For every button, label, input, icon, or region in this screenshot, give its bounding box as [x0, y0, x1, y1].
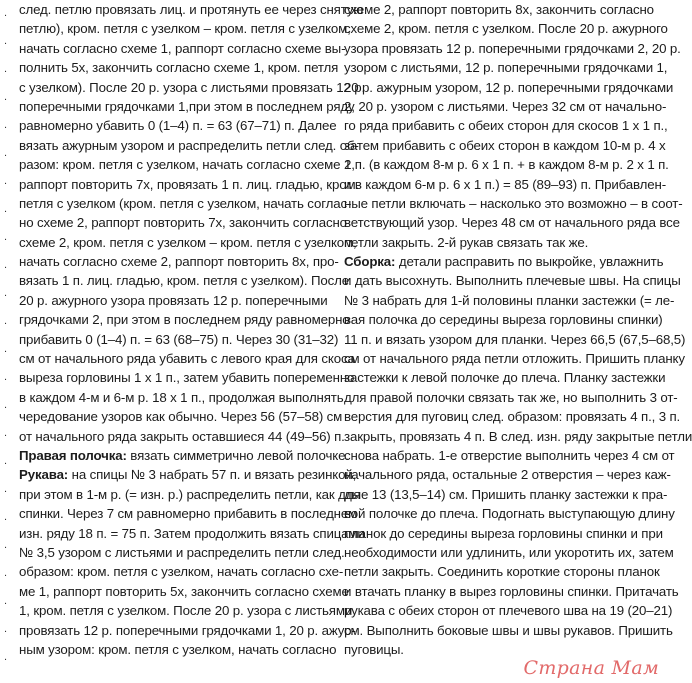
- line-text: верстия для пуговиц след. образом: провязать 4 п., 3 п.: [344, 409, 681, 425]
- text-line: [344, 39, 681, 58]
- text-line: [19, 485, 361, 504]
- text-line: [344, 562, 660, 581]
- text-line: [344, 368, 666, 387]
- text-line: [19, 233, 357, 252]
- text-line: [19, 291, 329, 310]
- text-line: [344, 330, 686, 349]
- line-text: петли закрыть. Соединить короткие стороны планок: [344, 564, 660, 580]
- text-line: [344, 252, 664, 271]
- line-text: 20 р. ажурного узора провязать 12 р. поперечными: [19, 292, 328, 308]
- line-text: прибавить 0 (1–4) п. = 63 (68–75) п. Через 30 (31–32): [19, 331, 339, 347]
- text-line: [19, 155, 355, 174]
- line-text: вой полочке до плеча. Подогнать выступающую длину: [344, 506, 675, 522]
- text-line: [19, 116, 337, 135]
- line-text: 2, 20 р. узором с листьями. Через 32 см от начально-: [344, 98, 667, 114]
- margin-mark: .: [4, 483, 8, 495]
- line-text: для правой полочки связать так же, но выполнить 3 от-: [344, 389, 678, 405]
- margin-mark: .: [4, 511, 8, 523]
- line-text: петлю), кром. петля с узелком – кром. петля с узелком,: [19, 21, 351, 37]
- margin-mark: .: [4, 595, 8, 607]
- text-line: [19, 97, 355, 116]
- text-line: [344, 407, 681, 426]
- text-line: [344, 0, 660, 19]
- line-text: от начального ряда закрыть оставшиеся 44 (49–56) п.: [19, 428, 345, 444]
- line-text: 20 р. ажурным узором, 12 р. поперечными грядочками: [344, 79, 674, 95]
- line-text: вязать ажурным узором и распределить петли след. об-: [19, 137, 359, 153]
- margin-mark: .: [4, 119, 8, 131]
- text-line: [19, 543, 345, 562]
- text-line: [344, 194, 683, 213]
- line-text: узором с листьями, 12 р. поперечными грядочками 1,: [344, 60, 668, 76]
- line-text: грядочками 2, при этом в последнем ряду равномерно: [19, 312, 350, 328]
- margin-mark: .: [4, 7, 8, 19]
- line-text: петля с узелком (кром. петля с узелком, начать соглас-: [19, 195, 352, 211]
- line-text: в каждом 4-м и 6-м р. 18 х 1 п., продолжая выполнять: [19, 389, 344, 405]
- text-line: [19, 271, 350, 290]
- text-column-right: [344, 0, 692, 659]
- line-text: детали расправить по выкройке, увлажнить: [395, 254, 664, 270]
- text-line: [344, 388, 678, 407]
- line-text: № 3 набрать для 1-й половины планки застежки (= ле-: [344, 292, 675, 308]
- line-text: след. петлю провязать лиц. и протянуть ее через снятую: [19, 2, 364, 17]
- line-text: см. Выполнить боковые швы и швы рукавов. Пришить: [344, 622, 673, 638]
- line-text: рукава с обеих сторон от плечевого шва на 19 (20–21): [344, 603, 673, 619]
- text-line: [19, 136, 359, 155]
- text-line: [344, 175, 666, 194]
- line-text: см от начального ряда убавить с левого края для скоса: [19, 351, 355, 367]
- line-text: образом: кром. петля с узелком, начать согласно схе-: [19, 564, 344, 580]
- line-text: см от начального ряда петли отложить. Пришить планку: [344, 351, 685, 367]
- text-line: [344, 78, 674, 97]
- text-line: [344, 504, 675, 523]
- text-line: [19, 175, 359, 194]
- line-text: разом: кром. петля с узелком, начать согласно схеме 2,: [19, 157, 355, 173]
- line-text: 11 п. и вязать узором для планки. Через 66,5 (67,5–68,5): [344, 331, 686, 347]
- text-line: [19, 640, 337, 659]
- text-line: [344, 271, 681, 290]
- margin-marks: [4, 0, 14, 683]
- text-line: [19, 465, 357, 484]
- text-line: [19, 58, 339, 77]
- line-text: 1, кром. петля с узелком. После 20 р. узора с листьями: [19, 603, 353, 619]
- text-line: [344, 543, 674, 562]
- text-line: [19, 78, 366, 97]
- text-line: [344, 427, 692, 446]
- text-line: [19, 582, 349, 601]
- text-line: [344, 349, 685, 368]
- line-text: ме 1, раппорт повторить 5х, закончить согласно схеме: [19, 583, 349, 599]
- line-text: снова набрать. 1-е отверстие выполнить через 4 см от: [344, 447, 675, 463]
- text-line: [19, 621, 356, 640]
- text-line: [344, 233, 660, 252]
- text-line: [19, 368, 355, 387]
- margin-mark: .: [4, 651, 8, 663]
- line-text: начать согласно схеме 1, раппорт согласно схеме вы-: [19, 40, 346, 56]
- line-text: и дать высохнуть. Выполнить плечевые швы. На спицы: [344, 273, 681, 289]
- text-line: [344, 582, 679, 601]
- text-line: [344, 601, 673, 620]
- line-text: раппорт повторить 7х, провязать 1 п. лиц. гладью, кром.: [19, 176, 359, 192]
- text-line: [19, 0, 364, 19]
- margin-mark: .: [4, 35, 8, 47]
- margin-mark: .: [4, 91, 8, 103]
- text-line: [344, 97, 667, 116]
- line-text: вязать симметрично левой полочке.: [126, 447, 349, 463]
- line-text: чередование узоров как обычно. Через 56 (57–58) см: [19, 409, 343, 425]
- margin-mark: .: [4, 399, 8, 411]
- line-text: вязать 1 п. лиц. гладью, кром. петля с узелком). После: [19, 273, 350, 289]
- text-line: [344, 446, 675, 465]
- line-text: узора провязать 12 р. поперечными грядочками 2, 20 р.: [344, 40, 681, 56]
- line-text: ным узором: кром. петля с узелком, начать согласно: [19, 641, 337, 657]
- text-line: [344, 213, 680, 232]
- line-text: ветствующий узор. Через 48 см от начального ряда все: [344, 215, 680, 231]
- section-heading: Правая полочка:: [19, 447, 127, 463]
- text-line: [19, 39, 346, 58]
- text-line: [19, 213, 347, 232]
- text-column-left: [19, 0, 366, 659]
- line-text: полнить 5х, закончить согласно схеме 1, кром. петля: [19, 60, 339, 76]
- text-line: [19, 504, 358, 523]
- text-line: [19, 562, 344, 581]
- margin-mark: .: [4, 623, 8, 635]
- text-line: [19, 427, 345, 446]
- line-text: спинки. Через 7 см равномерно прибавить в последнем: [19, 506, 358, 522]
- line-text: 1 п. (в каждом 8-м р. 6 х 1 п. + в каждом 8-м р. 2 х 1 п.: [344, 157, 669, 173]
- text-line: [344, 19, 668, 38]
- line-text: № 3,5 узором с листьями и распределить петли след.: [19, 544, 345, 560]
- margin-mark: .: [4, 567, 8, 579]
- line-text: начального ряда, остальные 2 отверстия – через каж-: [344, 467, 671, 483]
- margin-mark: .: [4, 343, 8, 355]
- margin-mark: .: [4, 539, 8, 551]
- margin-mark: .: [4, 259, 8, 271]
- margin-mark: .: [4, 287, 8, 299]
- margin-mark: .: [4, 203, 8, 215]
- margin-mark: .: [4, 427, 8, 439]
- text-line: [344, 310, 663, 329]
- line-text: начать согласно схеме 2, раппорт повторить 8х, про-: [19, 254, 339, 270]
- line-text: поперечными грядочками 1,при этом в последнем ряду: [19, 98, 355, 114]
- text-line: [19, 349, 355, 368]
- line-text: необходимости или удлинить, или укоротить их, затем: [344, 544, 674, 560]
- margin-mark: .: [4, 175, 8, 187]
- text-line: [344, 524, 663, 543]
- margin-mark: .: [4, 147, 8, 159]
- line-text: выреза горловины 1 х 1 п., затем убавить попеременно: [19, 370, 355, 386]
- line-text: пуговицы.: [344, 641, 404, 657]
- line-text: и в каждом 6-м р. 6 х 1 п.) = 85 (89–93) п. Прибавлен-: [344, 176, 666, 192]
- line-text: с узелком). После 20 р. узора с листьями провязать 12 р.: [19, 79, 366, 95]
- line-text: планок до середины выреза горловины спинки и при: [344, 525, 663, 541]
- line-text: схеме 2, кром. петля с узелком – кром. петля с узелком,: [19, 234, 357, 250]
- text-line: [19, 310, 350, 329]
- line-text: провязать 12 р. поперечными грядочками 1, 20 р. ажур-: [19, 622, 356, 638]
- margin-mark: .: [4, 315, 8, 327]
- line-text: изн. ряду 18 п. = 75 п. Затем продолжить вязать спицами: [19, 525, 365, 541]
- text-line: [19, 524, 365, 543]
- text-line: [19, 601, 353, 620]
- text-line: [19, 19, 351, 38]
- line-text: го ряда прибавить с обеих сторон для скосов 1 х 1 п.,: [344, 118, 668, 134]
- line-text: схеме 2, кром. петля с узелком. После 20 р. ажурного: [344, 21, 668, 37]
- section-heading: Рукава:: [19, 467, 69, 483]
- text-line: [19, 446, 349, 465]
- text-line: [19, 388, 344, 407]
- text-line: [344, 485, 668, 504]
- text-line: [19, 252, 339, 271]
- line-text: на спицы № 3 набрать 57 п. и вязать резинкой,: [68, 467, 357, 483]
- margin-mark: .: [4, 455, 8, 467]
- line-text: дые 13 (13,5–14) см. Пришить планку застежки к пра-: [344, 486, 668, 502]
- text-line: [19, 194, 352, 213]
- line-text: но схеме 2, раппорт повторить 7х, закончить согласно: [19, 215, 347, 231]
- line-text: петли закрыть. 2-й рукав связать так же.: [344, 234, 589, 250]
- line-text: схеме 2, раппорт повторить 8х, закончить согласно: [344, 2, 654, 17]
- text-line: [19, 407, 343, 426]
- text-line: [344, 621, 673, 640]
- line-text: при этом в 1-м р. (= изн. р.) распределить петли, как для: [19, 486, 361, 502]
- margin-mark: .: [4, 63, 8, 75]
- section-heading: Сборка:: [344, 254, 396, 270]
- watermark: Страна Мам: [523, 657, 659, 679]
- line-text: ные петли включать – насколько это возможно – в соот-: [344, 195, 683, 211]
- margin-mark: .: [4, 371, 8, 383]
- line-text: застежки к левой полочке до плеча. Планку застежки: [344, 370, 666, 386]
- text-line: [344, 58, 668, 77]
- text-line: [344, 465, 671, 484]
- text-line: [344, 116, 668, 135]
- text-line: [19, 330, 339, 349]
- line-text: вая полочка до середины выреза горловины спинки): [344, 312, 663, 328]
- line-text: затем прибавить с обеих сторон в каждом 10-м р. 4 х: [344, 137, 666, 153]
- text-line: [344, 155, 669, 174]
- line-text: и втачать планку в вырез горловины спинки. Притачать: [344, 583, 679, 599]
- text-line: [344, 291, 675, 310]
- text-line: [344, 136, 666, 155]
- margin-mark: .: [4, 231, 8, 243]
- line-text: равномерно убавить 0 (1–4) п. = 63 (67–71) п. Далее: [19, 118, 337, 134]
- line-text: закрыть, провязать 4 п. В след. изн. ряду закрытые петли: [344, 428, 692, 444]
